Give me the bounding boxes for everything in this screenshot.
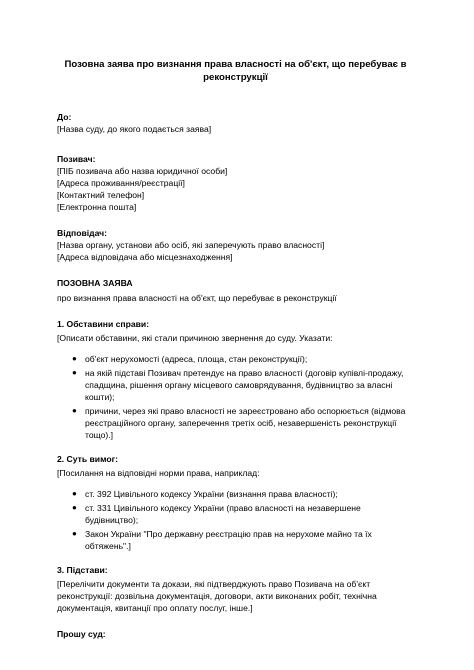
- plaintiff-address-placeholder: [Адреса проживання/реєстрації]: [57, 178, 185, 188]
- plaintiff-name-placeholder: [ПІБ позивача або назва юридичної особи]: [57, 166, 228, 176]
- bullet-icon: ●: [72, 354, 77, 363]
- document-title: Позовна заява про визнання права власності на об'єкт, що перебуває в реконструкції: [64, 59, 407, 83]
- plaintiff-block: [57, 153, 414, 213]
- section3-heading: 3. Підстави:: [57, 565, 108, 575]
- list-item-text: ст. 392 Цивільного кодексу України (визнання права власності);: [85, 489, 338, 499]
- plaintiff-email-placeholder: [Електронна пошта]: [57, 202, 137, 212]
- defendant-address-placeholder: [Адреса відповідача або місцезнаходження]: [57, 252, 233, 262]
- list-item-text: ст. 331 Цивільного кодексу України (право власності на незавершене будівництво);: [85, 503, 361, 525]
- plaintiff-phone-placeholder: [Контактний телефон]: [57, 190, 145, 200]
- request-block: [57, 628, 414, 640]
- claim-block: [57, 277, 414, 304]
- claim-heading: ПОЗОВНА ЗАЯВА: [57, 278, 133, 288]
- list-item: [57, 488, 414, 500]
- list-item-text: на якій підставі Позивач претендує на право власності (договір купівлі-продажу, спадщина, рішення органу місцевого самоврядування, будівництво за власні кошти);: [85, 368, 404, 402]
- court-name-placeholder: [Назва суду, до якого подається заява]: [57, 124, 212, 134]
- section1-intro: [Описати обставини, які стали причиною звернення до суду. Указати:: [57, 333, 333, 343]
- bullet-icon: ●: [72, 489, 77, 498]
- section2-intro: [Посилання на відповідні норми права, наприклад:: [57, 468, 260, 478]
- list-item-text: Закон України "Про державну реєстрацію прав на нерухоме майно та їх обтяжень".]: [85, 529, 372, 551]
- request-heading: Прошу суд:: [57, 629, 106, 639]
- section-grounds: [57, 564, 414, 614]
- section-claims: [57, 453, 414, 552]
- list-item-text: причини, через які право власності не зареєстровано або оспорюється (відмова реєстраційного органу, заперечення третіх осіб, незавершеність реконструкції тощо).]: [85, 406, 406, 440]
- defendant-name-placeholder: [Назва органу, установи або осіб, які заперечують право власності]: [57, 240, 325, 250]
- plaintiff-heading: Позивач:: [57, 154, 96, 164]
- list-item: [57, 405, 414, 441]
- bullet-icon: ●: [72, 406, 77, 415]
- claim-subtitle: про визнання права власності на об'єкт, що перебуває в реконструкції: [57, 293, 337, 303]
- list-item: [57, 528, 414, 552]
- section1-heading: 1. Обставини справи:: [57, 319, 150, 329]
- section2-list: [57, 488, 414, 552]
- to-heading: До:: [57, 112, 72, 122]
- section1-list: [57, 353, 414, 441]
- list-item: [57, 502, 414, 526]
- to-block: [57, 111, 414, 135]
- section-circumstances: [57, 318, 414, 441]
- list-item: [57, 353, 414, 365]
- bullet-icon: ●: [72, 503, 77, 512]
- section2-heading: 2. Суть вимог:: [57, 454, 119, 464]
- defendant-block: [57, 227, 414, 263]
- section3-text: [Перелічити документи та докази, які підтверджують право Позивача на об'єкт реконструкції: дозвільна документація, договори, акти виконаних робіт, технічна документація, квитанції про оплату послуг, інше.]: [57, 579, 377, 613]
- list-item-text: об'єкт нерухомості (адреса, площа, стан реконструкції);: [85, 354, 308, 364]
- bullet-icon: ●: [72, 529, 77, 538]
- defendant-heading: Відповідач:: [57, 228, 108, 238]
- list-item: [57, 367, 414, 403]
- bullet-icon: ●: [72, 368, 77, 377]
